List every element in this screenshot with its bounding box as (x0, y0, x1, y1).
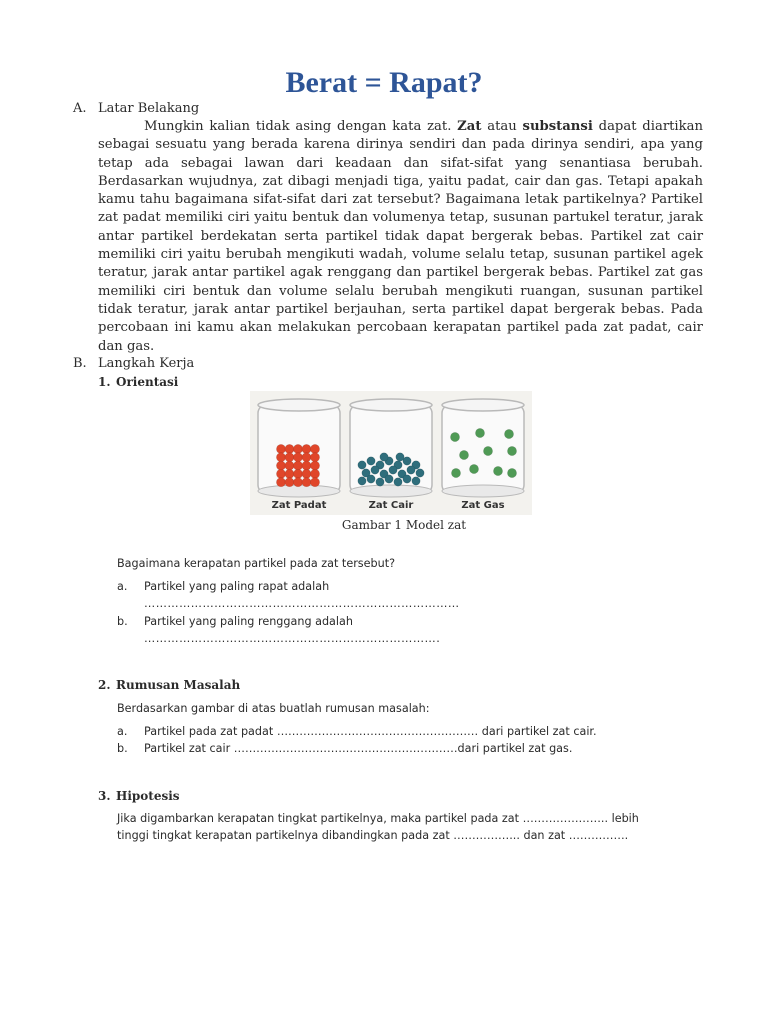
problem-b-text: Partikel zat cair ……………………………………………………dari partikel zat gas. (144, 742, 573, 755)
beaker-solid (258, 399, 340, 497)
para-part-3: dapat diartikan sebagai sesuatu yang berada karena dirinya sendiri dan pada dirinya sendiri, apa yang tetap ada sebagai lawan dari keadaan dan sifat-sifat yang senantiasa berubah. Berdasarkan wujudnya, zat dibagi menjadi tiga, yaitu padat, cair dan gas. Tetapi apakah kamu tahu bagaimana sifat-sifat dari zat tersebut? Bagaimana letak partikelnya? Partikel zat padat memiliki ciri yaitu bentuk dan volumenya tetap, susunan partukel teratur, jarak antar partikel berdekatan serta partikel tidak dapat bergerak bebas. Partikel zat cair memiliki ciri yaitu berubah mengikuti wadah, volume selalu tetap, susunan partikel agek teratur, jarak antar partikel agak renggang dan partikel bergerak bebas. Partikel zat gas memiliki ciri bentuk dan volume selalu berubah mengikuti ruangan, susunan partikel tidak teratur, jarak antar partikel berjauhan, serta partikel dapat bergerak bebas. Pada percobaan ini kamu akan melakukan percobaan kerapatan partikel pada zat padat, cair dan gas. (98, 119, 703, 354)
liquid-particle (371, 466, 379, 474)
solid-particle (302, 461, 311, 470)
step-3-title: Hipotesis (116, 789, 180, 803)
gas-particle (504, 429, 513, 438)
para-part-1: Mungkin kalian tidak asing dengan kata zat. (144, 119, 458, 134)
problem-a-letter: a. (117, 725, 128, 738)
liquid-particle (389, 466, 397, 474)
item-b-answer-blank[interactable]: …………………………………………………………………. (144, 632, 441, 645)
liquid-particle (412, 477, 420, 485)
problem-item-b[interactable] (117, 742, 572, 755)
gas-particle (475, 428, 484, 437)
item-a-letter: a. (117, 580, 128, 593)
solid-particle (276, 461, 285, 470)
hypothesis-line-2[interactable]: tinggi tingkat kerapatan partikelnya dibandingkan pada zat ……………... dan zat ……………. (117, 829, 629, 842)
solid-particle (293, 461, 302, 470)
page-title: Berat = Rapat? (285, 66, 483, 99)
solid-particle (310, 444, 319, 453)
liquid-particle (380, 453, 388, 461)
liquid-particle (367, 475, 375, 483)
liquid-particle (367, 457, 375, 465)
liquid-particle (407, 466, 415, 474)
gas-particle (469, 464, 478, 473)
solid-particle (293, 478, 302, 487)
item-b-letter: b. (117, 615, 128, 628)
figure-caption: Gambar 1 Model zat (341, 518, 467, 532)
solid-particle (285, 469, 294, 478)
section-a-title: Latar Belakang (98, 101, 200, 116)
solid-particle (285, 461, 294, 470)
solid-particle (293, 444, 302, 453)
question-item-b (117, 615, 353, 628)
solid-particle (285, 453, 294, 462)
liquid-particle (403, 475, 411, 483)
section-a-heading (73, 101, 199, 116)
problem-b-letter: b. (117, 742, 128, 755)
solid-particle (276, 469, 285, 478)
hypothesis-line-1[interactable]: Jika digambarkan kerapatan tingkat partikelnya, maka partikel pada zat ………………….. lebih (117, 812, 639, 825)
solid-particle (276, 444, 285, 453)
solid-particle (310, 478, 319, 487)
section-b-title: Langkah Kerja (98, 356, 195, 371)
liquid-particle (376, 478, 384, 486)
gas-particle (483, 446, 492, 455)
label-zat-padat: Zat Padat (271, 500, 327, 511)
para-part-2: atau (481, 119, 523, 134)
liquid-particle (385, 475, 393, 483)
problem-intro: Berdasarkan gambar di atas buatlah rumusan masalah: (117, 702, 430, 715)
item-a-answer-blank[interactable]: ……………………………………………………………………… (144, 597, 460, 610)
section-a-letter: A. (73, 101, 87, 116)
liquid-particle (358, 461, 366, 469)
section-b-heading (73, 356, 194, 371)
gas-particle (507, 446, 516, 455)
solid-particle (285, 444, 294, 453)
step-2-number: 2. (98, 678, 111, 692)
solid-particle (302, 469, 311, 478)
solid-particle (302, 478, 311, 487)
step-1-title: Orientasi (116, 375, 179, 389)
question-item-a (117, 580, 329, 593)
gas-particle (451, 468, 460, 477)
solid-particle (302, 444, 311, 453)
solid-particle (302, 453, 311, 462)
step-3-number: 3. (98, 789, 111, 803)
solid-particle (276, 478, 285, 487)
background-paragraph (98, 118, 703, 356)
gas-particle (493, 466, 502, 475)
problem-a-text: Partikel pada zat padat ……………………………………………… dari partikel zat cair. (144, 725, 597, 738)
step-1-heading (98, 375, 178, 389)
zat-bold: Zat (457, 119, 482, 134)
item-a-text: Partikel yang paling rapat adalah (144, 580, 330, 593)
particle-model-image (250, 391, 532, 515)
liquid-particle (394, 478, 402, 486)
item-b-text: Partikel yang paling renggang adalah (144, 615, 353, 628)
liquid-particle (358, 477, 366, 485)
section-b-letter: B. (73, 356, 87, 371)
liquid-particle (416, 469, 424, 477)
solid-particle (293, 453, 302, 462)
substansi-bold: substansi (522, 119, 593, 134)
gas-particle (507, 468, 516, 477)
solid-particle (276, 453, 285, 462)
orientation-question: Bagaimana kerapatan partikel pada zat tersebut? (117, 557, 396, 570)
step-2-title: Rumusan Masalah (116, 678, 241, 692)
solid-particle (310, 453, 319, 462)
solid-particle (293, 469, 302, 478)
solid-particle (310, 461, 319, 470)
gas-particle (450, 432, 459, 441)
problem-item-a[interactable] (117, 725, 597, 738)
solid-particle (310, 469, 319, 478)
step-1-number: 1. (98, 375, 111, 389)
gas-particle (459, 450, 468, 459)
step-3-heading (98, 789, 180, 803)
label-zat-gas: Zat Gas (461, 500, 505, 511)
solid-particles (276, 444, 319, 486)
step-2-heading (98, 678, 240, 692)
beaker-liquid (350, 399, 432, 497)
label-zat-cair: Zat Cair (368, 500, 414, 511)
particle-model-figure (250, 391, 532, 515)
beaker-gas (442, 399, 524, 497)
solid-particle (285, 478, 294, 487)
liquid-particle (396, 453, 404, 461)
